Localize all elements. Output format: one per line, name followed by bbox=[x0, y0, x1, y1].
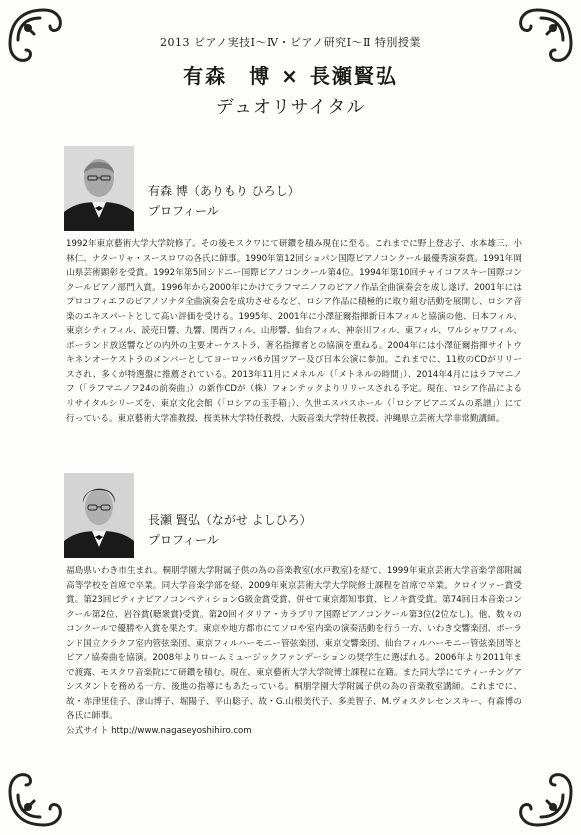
performer-name: 長瀬 賢弘（ながせ よしひろ） bbox=[148, 513, 312, 527]
performer-photo-arimori bbox=[64, 146, 134, 231]
page-title bbox=[0, 60, 581, 89]
corner-ornament-icon bbox=[505, 759, 577, 831]
performer-name: 有森 博（ありもり ひろし） bbox=[148, 184, 300, 198]
profile-label: プロフィール bbox=[148, 204, 219, 218]
profile-text: 1992年東京藝術大学大学院修了。その後モスクワにて研鑽を積み現在に至る。これまでに野上登志子、水本雄三、小林仁、ナターリャ・スースロワの各氏に師事。1990年第12回ショパン国際ピアノコンクール最優秀演奏賞。1991年岡山県芸術顕彰を受賞。1992年第5回シドニー国際ピアノコンクール第4位。1994年第10回チャイコフスキー国際コンクールピアノ部門入賞。1996年から2000年にかけてラフマニノフのピアノ作品全曲演奏会を成し遂げ、2001年にはプロコフィエフのピアノソナタ全曲演奏会を成功させるなど、ロシア作品に積極的に取り組む活動を展開し、ロシア音楽のエキスパートとして高い評価を受ける。1995年、2001年に小澤征爾指揮新日本フィルと協演の他、日本フィル、東京シティフィル、読売日響、九響、関西フィル、山形響、仙台フィル、神奈川フィル、東フィル、ワルシャワフィル、ポーランド放送響などの内外の主要オーケストラ、著名指揮者との協演を重ねる。2004年には小澤征爾指揮サイトウキネンオーケストラのメンバーとしてヨーロッパ6カ国ツアー及び日本公演に参加。これまでに、11枚のCDがリリースされ、多くが特選盤に推薦されている。2013年11月にメネルル（「メトネルの時間」）、2014年4月にはラフマニノフ（「ラフマニノフ24の前奏曲」）の新作CDが（株）フォンテックよりリリースされる予定。現在、ロシア作品によるリサイタルシリーズを、東京文化会館（「ロシアの玉手箱」）、久世エスパスホール（「ロシアピアニズムの系譜」）にて行っている。東京藝術大学准教授、桜美林大学特任教授、大阪音楽大学特任教授、沖縄県立芸術大学非常勤講師。 bbox=[66, 239, 522, 424]
event-subtitle: 2013 ピアノ実技Ⅰ～Ⅳ・ピアノ研究Ⅰ～Ⅱ 特別授業 bbox=[160, 36, 421, 49]
profile-text: 福島県いわき市生まれ。桐朋学園大学附属子供の為の音楽教室(水戸教室)を経て、1999年東京芸術大学音楽学部附属高等学校を首席で卒業。同大学音楽学部を経、2009年東京芸術大学大学院修士課程を首席で卒業。クロイツァー賞受賞。第23回ピティナピアノコンペティションG級金賞受賞、併せて東京都知事賞、ヒノキ賞受賞。第74回日本音楽コンクール第2位、岩谷賞(聴衆賞)受賞。第20回イタリア・カラブリア国際ピアノコンクール第3位(2位なし)。他、数々のコンクールで優勝や入賞を果たす。東京や地方都市にてソロや室内楽の演奏活動を行う一方、いわき交響楽団、ポーランド国立クラクフ室内管弦楽団、東京フィルハーモニー管弦楽団、東京交響楽団、仙台フィルハーモニー管弦楽団等とピアノ協奏曲を協演。2008年よりロームミュージックファンデーションの奨学生に選ばれる。2006年より2011年まで渡露、モスクワ音楽院にて研鑽を積む。現在、東京藝術大学大学院博士課程に在籍。また同大学にてティーチングアシスタントを務める一方、後進の指導にもあたっている。桐朋学園大学附属子供の為の音楽教室講師。これまでに、故・赤津里佳子、津山博子、堀陽子、平山聡子、故・G.山根美代子、多美智子、M.ヴォスクレセンスキー、有森博の各氏に師事。 公式サイト http://www.nagaseyoshihiro.com bbox=[66, 566, 522, 737]
performer-name-block bbox=[148, 510, 312, 550]
cross-symbol: × bbox=[281, 64, 300, 88]
performer-photo-nagase bbox=[64, 473, 134, 558]
recital-title: デュオリサイタル bbox=[215, 97, 366, 118]
performer-name-left: 有森 博 bbox=[183, 64, 272, 88]
profile-label: プロフィール bbox=[148, 533, 219, 547]
corner-ornament-icon bbox=[4, 759, 76, 831]
performer-name-right: 長瀬賢弘 bbox=[309, 64, 398, 88]
performer-name-block bbox=[148, 181, 300, 221]
